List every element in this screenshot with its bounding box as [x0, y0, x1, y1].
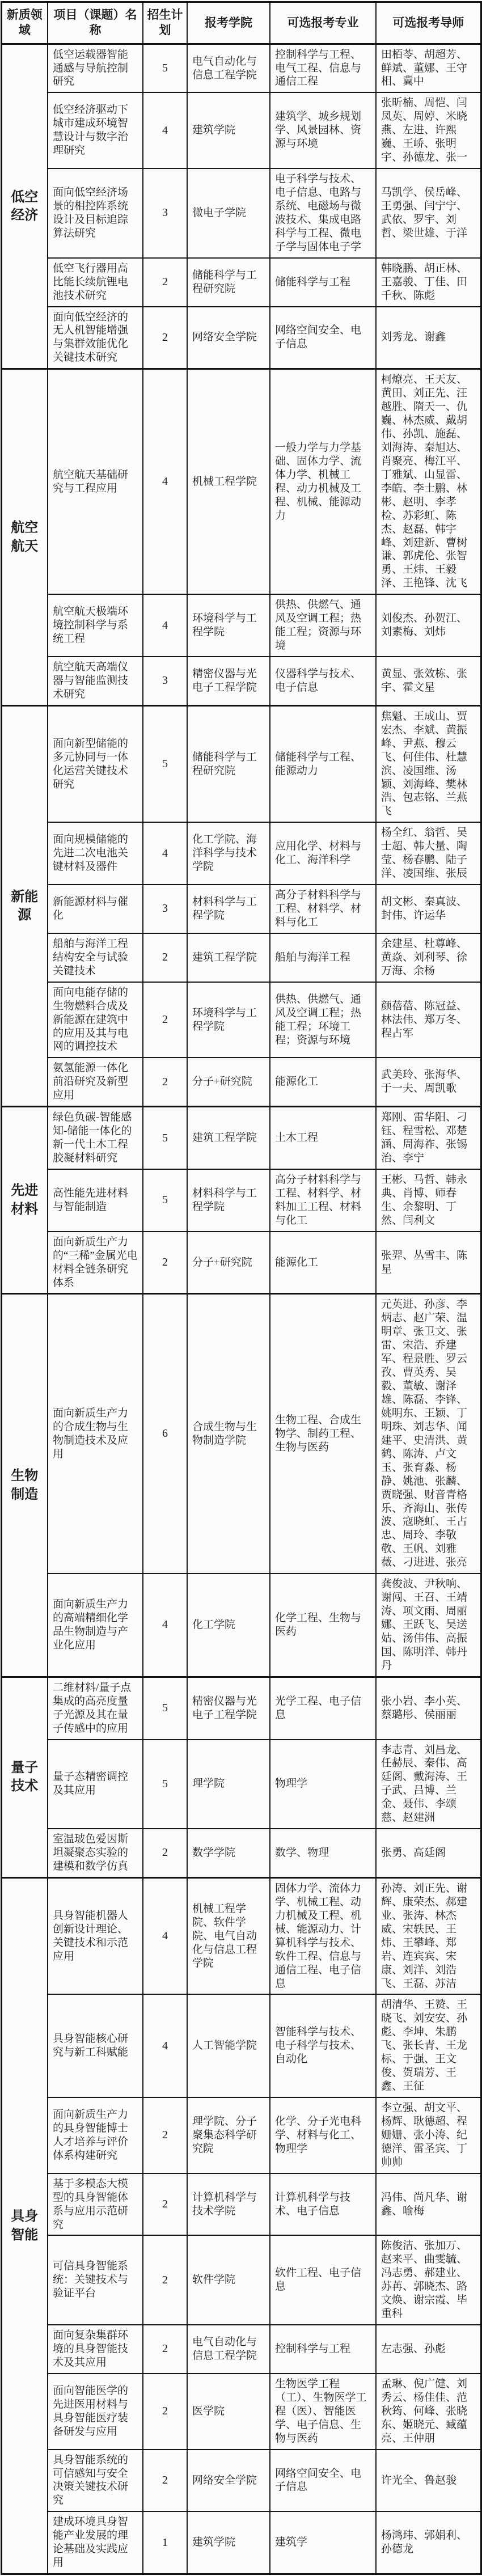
- table-row: [1, 2097, 481, 2173]
- majors-cell: 化学、分子光电科学、材料与化工、物理学: [270, 2097, 376, 2173]
- supervisors-cell: 左志强、孙彪: [376, 2325, 481, 2374]
- table-row: [1, 982, 481, 1058]
- project-title-cell: 面向新质生产力的合成生物与生物制造技术及应用: [48, 1294, 143, 1573]
- header-project-title: 项目（课题）名称: [48, 2, 143, 44]
- project-title-cell: 低空飞行器用高比能长续航锂电池技术研究: [48, 258, 143, 307]
- table-row: [1, 92, 481, 168]
- table-row: [1, 2450, 481, 2512]
- table-row: [1, 2235, 481, 2325]
- majors-cell: 建筑学、城乡规划学、风景园林、资源与环境: [270, 92, 376, 168]
- table-row: [1, 2511, 481, 2574]
- table-row: [1, 1740, 481, 1829]
- quota-cell: 2: [143, 2097, 187, 2173]
- supervisors-cell: 胡清华、王赞、王晓飞、刘安安、孙彪、李坤、朱鹏飞、张长青、王龙标、于强、王文俊、贺瑞芳、王鑫、王征: [376, 1994, 481, 2097]
- quota-cell: 1: [143, 2511, 187, 2574]
- header-college: 报考学院: [187, 2, 270, 44]
- quota-cell: 2: [143, 2173, 187, 2236]
- college-cell: 建筑学院: [187, 92, 270, 168]
- quota-cell: 5: [143, 1740, 187, 1829]
- supervisors-cell: 胡文彬、秦真波、封伟、许运华: [376, 885, 481, 933]
- project-title-cell: 绿色负碳-智能感知-储能一体化的新一代土木工程胶凝材料研究: [48, 1107, 143, 1169]
- majors-cell: 仪器科学与技术、电子信息: [270, 657, 376, 705]
- quota-cell: 3: [143, 885, 187, 933]
- domain-cell: 新能源: [1, 705, 48, 1106]
- project-title-cell: 航空航天基础研究与工程应用: [48, 369, 143, 595]
- college-cell: 电气自动化与信息工程学院: [187, 2325, 270, 2374]
- supervisors-cell: 许光全、鲁赵骏: [376, 2450, 481, 2512]
- college-cell: 理学院: [187, 1740, 270, 1829]
- project-title-cell: 面向智能医学的先进医用材料与具身智能医疗装备研发与应用: [48, 2374, 143, 2450]
- table-row: [1, 657, 481, 705]
- project-title-cell: 具身智能系统的可信感知与安全决策关键技术研究: [48, 2450, 143, 2512]
- majors-cell: 控制科学与工程: [270, 2325, 376, 2374]
- college-cell: 数学学院: [187, 1829, 270, 1877]
- majors-cell: 电子科学与技术、电子信息、电路与系统、电磁场与微波技术、集成电路科学与工程、微电子学与固体电子学: [270, 168, 376, 258]
- quota-cell: 2: [143, 1232, 187, 1294]
- supervisors-cell: 刘秀龙、谢鑫: [376, 307, 481, 369]
- majors-cell: 软件工程、电子信息: [270, 2235, 376, 2325]
- college-cell: 电气自动化与信息工程学院: [187, 44, 270, 92]
- project-title-cell: 室温玻色爱因斯坦凝聚态实验的建模和数学仿真: [48, 1829, 143, 1877]
- college-cell: 网络安全学院: [187, 2450, 270, 2512]
- project-title-cell: 面向复杂集群环境的具身智能技术及其应用: [48, 2325, 143, 2374]
- quota-cell: 2: [143, 2325, 187, 2374]
- project-title-cell: 面向低空经济场景的相控阵系统设计及目标追踪算法研究: [48, 168, 143, 258]
- table-row: [1, 2325, 481, 2374]
- college-cell: 人工智能学院: [187, 1994, 270, 2097]
- college-cell: 材料科学与工程学院: [187, 1169, 270, 1232]
- college-cell: 网络安全学院: [187, 307, 270, 369]
- supervisors-cell: 张勇、高廷阁: [376, 1829, 481, 1877]
- supervisors-cell: 王彬、马哲、韩永典、肖博、师春生、余黎明、丁然、闫利文: [376, 1169, 481, 1232]
- quota-cell: 5: [143, 1107, 187, 1169]
- table-row: [1, 705, 481, 822]
- quota-cell: 3: [143, 168, 187, 258]
- majors-cell: 应用化学、材料与化工、海洋科学: [270, 822, 376, 885]
- quota-cell: 2: [143, 2235, 187, 2325]
- header-supervisors: 可选报考导师: [376, 2, 481, 44]
- table-row: [1, 1829, 481, 1877]
- quota-cell: 4: [143, 369, 187, 595]
- quota-cell: 2: [143, 1829, 187, 1877]
- majors-cell: 高分子材料科学与工程、材料学、材料与化工: [270, 885, 376, 933]
- supervisors-cell: 龚俊波、尹秋响、谢闯、王召、王靖涛、项文雨、周丽娜、王跃飞、吴送姑、汤伟伟、高振国、陈明洋、韩丹丹: [376, 1573, 481, 1677]
- college-cell: 分子+研究院: [187, 1058, 270, 1106]
- college-cell: 建筑学院: [187, 2511, 270, 2574]
- supervisors-cell: 马凯学、侯岳峰、王勇强、闫宁宁、武依、罗宇、刘哲、梁世雄、于洋: [376, 168, 481, 258]
- project-title-cell: 面向规模储能的先进二次电池关键材料及器件: [48, 822, 143, 885]
- header-row: [1, 2, 481, 44]
- table-row: [1, 1294, 481, 1573]
- project-title-cell: 具身智能核心研究与新工科赋能: [48, 1994, 143, 2097]
- table-row: [1, 2374, 481, 2450]
- majors-cell: 控制科学与工程、电气工程、信息与通信工程: [270, 44, 376, 92]
- domain-cell: 先进材料: [1, 1107, 48, 1294]
- supervisors-cell: 韩晓鹏、胡正林、王嘉骏、丁佳、田千秋、陈彪: [376, 258, 481, 307]
- table-row: [1, 1994, 481, 2097]
- college-cell: 化工学院: [187, 1573, 270, 1677]
- quota-cell: 5: [143, 1169, 187, 1232]
- domain-cell: 量子技术: [1, 1677, 48, 1877]
- quota-cell: 4: [143, 822, 187, 885]
- table-row: [1, 885, 481, 933]
- majors-cell: 储能科学与工程、能源动力: [270, 705, 376, 822]
- college-cell: 储能科学与工程研究院: [187, 705, 270, 822]
- project-title-cell: 面向低空经济的无人机智能增强与集群效能优化关键技术研究: [48, 307, 143, 369]
- project-title-cell: 航空航天高端仪器与智能监测技术研究: [48, 657, 143, 705]
- admission-program-table: [1, 1, 482, 2575]
- quota-cell: 5: [143, 705, 187, 822]
- quota-cell: 2: [143, 258, 187, 307]
- supervisors-cell: 柯燎亮、王天友、黄田、刘正先、汪越胜、隋天一、仇巍、林杰威、戴胡伟、孙凯、施磊、刘海涛、秦旭达、肖聚亮、梅江平、丁雅斌、山显雷、李皓、李士鹏、林彬、赵明、李孝检、苏彩虹、陈杰、赵磊、韩宇峰、刘建新、曹树谦、郭虎伦、张智勇、王炜、王毅泽、王艳锋、沈飞: [376, 369, 481, 595]
- table-row: [1, 1232, 481, 1294]
- table-row: [1, 44, 481, 92]
- college-cell: 精密仪器与光电子工程学院: [187, 1677, 270, 1739]
- supervisors-cell: 孟琳、倪广健、刘秀云、杨佳佳、范秋筠、何峰、张晓东、姬晓元、臧蕴亮、王仲朋: [376, 2374, 481, 2450]
- college-cell: 计算机科学与技术学院: [187, 2173, 270, 2236]
- project-title-cell: 低空经济驱动下城市建成环境智慧设计与数字治理研究: [48, 92, 143, 168]
- majors-cell: 能源化工: [270, 1058, 376, 1106]
- supervisors-cell: 张羿、丛雪丰、陈星: [376, 1232, 481, 1294]
- project-title-cell: 基于多模态大模型的具身智能体系与应用示范研究: [48, 2173, 143, 2236]
- project-title-cell: 面向电能存储的生物燃料合成及新能源在建筑中的应用及其与电网的调控技术: [48, 982, 143, 1058]
- quota-cell: 2: [143, 307, 187, 369]
- header-domain: 新质领域: [1, 2, 48, 44]
- college-cell: 建筑工程学院: [187, 933, 270, 982]
- domain-cell: 低空经济: [1, 44, 48, 369]
- table-row: [1, 822, 481, 885]
- project-title-cell: 船舶与海洋工程结构安全与试验关键技术: [48, 933, 143, 982]
- table-row: [1, 1107, 481, 1169]
- quota-cell: 2: [143, 2374, 187, 2450]
- supervisors-cell: 孙涛、刘正先、谢辉、康荣杰、郝建业、张涛、林杰威、宋轶民、王炜、王攀峰、郑岩、连宾宾、宋康、刘洋、刘浩飞、王磊、苏洁: [376, 1877, 481, 1994]
- project-title-cell: 面向新质生产力的具身智能博士人才培养与评价体系构建研究: [48, 2097, 143, 2173]
- majors-cell: 固体力学、流体力学、机械工程、动力机械及工程、机械、能源动力、计算机科学与技术、软件工程、信息与通信工程、电子信息: [270, 1877, 376, 1994]
- project-title-cell: 量子态精密调控及其应用: [48, 1740, 143, 1829]
- table-row: [1, 369, 481, 595]
- project-title-cell: 面向新质生产力的高端精细化学品生物制造与产业化应用: [48, 1573, 143, 1677]
- project-title-cell: 建成环境具身智能产业发展的理论基础及实践应用: [48, 2511, 143, 2574]
- project-title-cell: 面向新型储能的多元协同与一体化运营关键技术研究: [48, 705, 143, 822]
- project-title-cell: 可信具身智能系统：关键技术与验证平台: [48, 2235, 143, 2325]
- college-cell: 建筑工程学院: [187, 1107, 270, 1169]
- majors-cell: 网络空间安全、电子信息: [270, 2450, 376, 2512]
- domain-cell: 具身智能: [1, 1877, 48, 2574]
- table-row: [1, 594, 481, 657]
- table-row: [1, 1573, 481, 1677]
- college-cell: 医学院: [187, 2374, 270, 2450]
- table-row: [1, 1877, 481, 1994]
- supervisors-cell: 冯伟、尚凡华、谢鑫、喻梅: [376, 2173, 481, 2236]
- supervisors-cell: 刘俊杰、孙贺江、刘素梅、刘炜: [376, 594, 481, 657]
- college-cell: 机械工程学院、软件学院、电气自动化与信息工程学院: [187, 1877, 270, 1994]
- table-row: [1, 933, 481, 982]
- project-title-cell: 高性能先进材料与智能制造: [48, 1169, 143, 1232]
- college-cell: 化工学院、海洋科学与技术学院: [187, 822, 270, 885]
- supervisors-cell: 郑刚、雷华阳、刁钰、程雪松、邓楚涵、周海祚、张锡治、李宁: [376, 1107, 481, 1169]
- majors-cell: 储能科学与工程: [270, 258, 376, 307]
- quota-cell: 2: [143, 1058, 187, 1106]
- college-cell: 材料科学与工程学院: [187, 885, 270, 933]
- quota-cell: 4: [143, 594, 187, 657]
- majors-cell: 智能科学与技术、电子科学与技术、自动化: [270, 1994, 376, 2097]
- supervisors-cell: 黄显、张效栋、张宇、霍文星: [376, 657, 481, 705]
- college-cell: 合成生物与生物制造学院: [187, 1294, 270, 1573]
- project-title-cell: 氨氢能源一体化前沿研究及新型应用: [48, 1058, 143, 1106]
- majors-cell: 生物医学工程（工）、生物医学工程（医）、智能医学、电子信息、生物与医药: [270, 2374, 376, 2450]
- majors-cell: 一般力学与力学基础、固体力学、流体力学、机械工程、动力机械及工程、机械、能源动力: [270, 369, 376, 595]
- project-title-cell: 二维材料/量子点集成的高亮度量子光源及其在量子传感中的应用: [48, 1677, 143, 1739]
- supervisors-cell: 颜蓓蓓、陈冠益、林法伟、郑万冬、程占军: [376, 982, 481, 1058]
- quota-cell: 2: [143, 982, 187, 1058]
- college-cell: 微电子学院: [187, 168, 270, 258]
- quota-cell: 4: [143, 1573, 187, 1677]
- table-row: [1, 1169, 481, 1232]
- majors-cell: 数学、物理: [270, 1829, 376, 1877]
- college-cell: 机械工程学院: [187, 369, 270, 595]
- quota-cell: 5: [143, 1677, 187, 1739]
- project-title-cell: 新能源材料与催化: [48, 885, 143, 933]
- college-cell: 储能科学与工程研究院: [187, 258, 270, 307]
- majors-cell: 化学工程、生物与医药: [270, 1573, 376, 1677]
- quota-cell: 2: [143, 933, 187, 982]
- college-cell: 环境科学与工程学院: [187, 594, 270, 657]
- college-cell: 精密仪器与光电子工程学院: [187, 657, 270, 705]
- majors-cell: 船舶与海洋工程: [270, 933, 376, 982]
- table-row: [1, 1058, 481, 1106]
- college-cell: 理学院、分子聚集态科学研究院: [187, 2097, 270, 2173]
- quota-cell: 4: [143, 92, 187, 168]
- table-row: [1, 307, 481, 369]
- majors-cell: 供热、供燃气、通风及空调工程；热能工程；环境工程；资源与环境: [270, 982, 376, 1058]
- supervisors-cell: 元英进、孙彦、李炳志、赵广荣、温明章、张卫文、张雷、宋浩、乔建军、程景胜、罗云孜、曹英秀、吴毅、董敏、谢泽雄、陈磊、李锋、姚明东、王颖、丁明珠、刘志华、闻建平、史清洪、黄鹤、陈涛、卢文玉、张育淼、杨静、姚池、张麟、贾晓强、财音青格乐、齐海山、张传波、寇晓虹、王占忠、周玲、李敬敬、王帆、刘雅薇、刁进进、张亮: [376, 1294, 481, 1573]
- supervisors-cell: 杨鸿玮、郭娟利、孙德龙: [376, 2511, 481, 2574]
- supervisors-cell: 李志青、刘昌龙、任赫辰、秦伟、高廷阁、戴海涛、王子武、吕博、兰金、聂伟、李颂慈、赵建洲: [376, 1740, 481, 1829]
- supervisors-cell: 焦魁、王成山、贾宏杰、李斌、黄振峰、尹燕、穆云飞、何佳伟、杜慧滨、凌国维、汤颖、刘海峰、樊林浩、包志铭、兰燕飞: [376, 705, 481, 822]
- supervisors-cell: 武美玲、张海华、于一夫、周凯歌: [376, 1058, 481, 1106]
- quota-cell: 2: [143, 2450, 187, 2512]
- table-row: [1, 168, 481, 258]
- header-majors: 可选报考专业: [270, 2, 376, 44]
- project-title-cell: 航空航天极端环境控制科学与系统工程: [48, 594, 143, 657]
- supervisors-cell: 杨全红、翁哲、吴士超、韩大量、陶莹、杨春鹏、陆子洋、凌国维、张辰: [376, 822, 481, 885]
- quota-cell: 6: [143, 1294, 187, 1573]
- table-row: [1, 1677, 481, 1739]
- domain-cell: 航空航天: [1, 369, 48, 706]
- header-quota: 招生计划: [143, 2, 187, 44]
- supervisors-cell: 陈俊洁、张加万、赵来平、曲雯毓、冯志勇、郝建业、苏苒、郭晓杰、路文焕、谢宗霞、毕重科: [376, 2235, 481, 2325]
- supervisors-cell: 余建星、杜尊峰、黄焱、刘利琴、徐万海、余杨: [376, 933, 481, 982]
- supervisors-cell: 田栢苓、胡超芳、鲜斌、董娜、王守相、冀中: [376, 44, 481, 92]
- college-cell: 分子+研究院: [187, 1232, 270, 1294]
- majors-cell: 高分子材料科学与工程、材料学、材料加工工程、材料与化工: [270, 1169, 376, 1232]
- quota-cell: 3: [143, 657, 187, 705]
- college-cell: 环境科学与工程学院: [187, 982, 270, 1058]
- majors-cell: 建筑学: [270, 2511, 376, 2574]
- majors-cell: 供热、供燃气、通风及空调工程；热能工程；资源与环境: [270, 594, 376, 657]
- project-title-cell: 面向新质生产力的“三稀”金属光电材料全链条研究体系: [48, 1232, 143, 1294]
- majors-cell: 光学工程、电子信息: [270, 1677, 376, 1739]
- project-title-cell: 低空运载器智能通感与导航控制研究: [48, 44, 143, 92]
- majors-cell: 物理学: [270, 1740, 376, 1829]
- majors-cell: 网络空间安全、电子信息: [270, 307, 376, 369]
- majors-cell: 能源化工: [270, 1232, 376, 1294]
- supervisors-cell: 张小岩、李小英、蔡璐彤、侯丽丽: [376, 1677, 481, 1739]
- majors-cell: 计算机科学与技术、电子信息: [270, 2173, 376, 2236]
- majors-cell: 土木工程: [270, 1107, 376, 1169]
- college-cell: 软件学院: [187, 2235, 270, 2325]
- table-row: [1, 2173, 481, 2236]
- quota-cell: 4: [143, 1877, 187, 1994]
- supervisors-cell: 李立强、胡文平、杨辉、耿德超、程姗姗、张小涛、纪德洋、雷圣宾、丁帅帅: [376, 2097, 481, 2173]
- table-row: [1, 258, 481, 307]
- quota-cell: 4: [143, 1994, 187, 2097]
- quota-cell: 5: [143, 44, 187, 92]
- project-title-cell: 具身智能机器人创新设计理论、关键技术和示范应用: [48, 1877, 143, 1994]
- majors-cell: 生物工程、合成生物学、制药工程、生物与医药: [270, 1294, 376, 1573]
- supervisors-cell: 张昕楠、周恺、闫凤英、周婷、米晓燕、左进、许熙巍、王峤、张明宇、孙德龙、张一: [376, 92, 481, 168]
- domain-cell: 生物制造: [1, 1294, 48, 1677]
